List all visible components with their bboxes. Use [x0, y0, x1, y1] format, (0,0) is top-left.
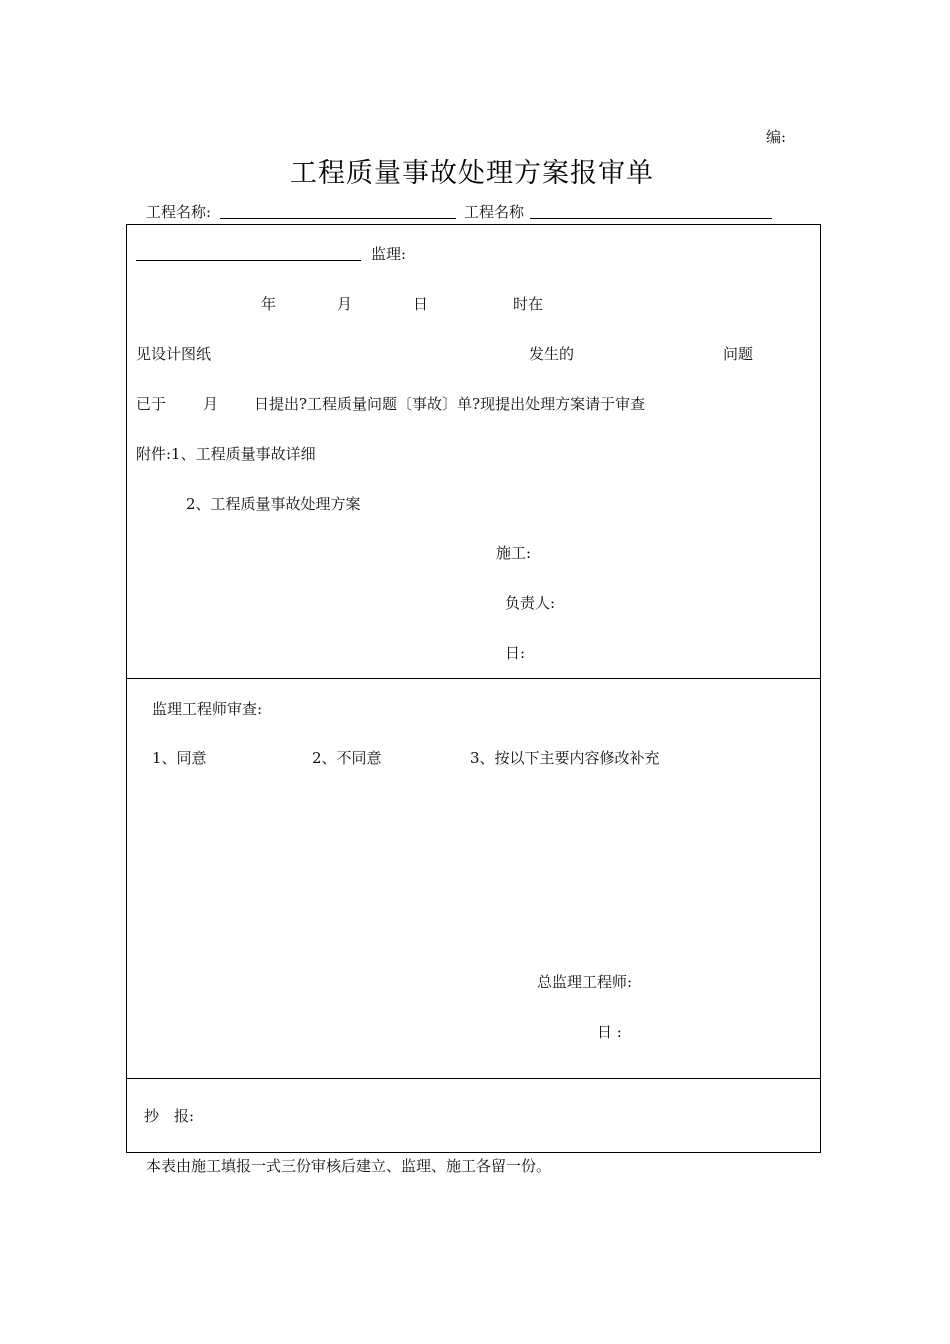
attachment-1: 附件:1、工程质量事故详细 — [136, 445, 316, 463]
option-agree[interactable]: 1、同意 — [152, 749, 207, 767]
date-label: 日: — [505, 644, 526, 662]
project-name-label: 工程名称: — [146, 203, 212, 221]
cc-label: 抄 报: — [144, 1107, 195, 1125]
supervisor-label: 监理: — [371, 245, 407, 263]
occurred-label: 发生的 — [529, 345, 575, 363]
attachment-2: 2、工程质量事故处理方案 — [186, 495, 361, 513]
option-disagree[interactable]: 2、不同意 — [312, 749, 382, 767]
already-label: 已于 — [136, 395, 167, 413]
year-label: 年 — [261, 295, 277, 313]
month-label-2: 月 — [203, 395, 219, 413]
review-date-label: 日 : — [597, 1023, 622, 1041]
review-label: 监理工程师审查: — [152, 700, 263, 718]
responsible-person-label: 负责人: — [505, 594, 556, 612]
project-name-field-2[interactable] — [530, 218, 772, 219]
row-divider-1 — [126, 678, 821, 679]
project-name-field-1[interactable] — [220, 218, 456, 219]
contractor-label: 施工: — [496, 544, 532, 562]
time-at-label: 时在 — [513, 295, 544, 313]
drawing-label: 见设计图纸 — [136, 345, 212, 363]
chief-engineer-label: 总监理工程师: — [537, 973, 633, 991]
problem-label: 问题 — [723, 345, 754, 363]
form-code-label: 编: — [766, 128, 787, 146]
row-divider-2 — [126, 1078, 821, 1079]
submission-text: 日提出?工程质量问题〔事故〕单?现提出处理方案请于审查 — [254, 395, 646, 413]
form-table — [126, 224, 821, 1153]
footer-note: 本表由施工填报一式三份审核后建立、监理、施工各留一份。 — [146, 1157, 552, 1175]
page-title: 工程质量事故处理方案报审单 — [290, 158, 654, 189]
day-label: 日 — [413, 295, 429, 313]
month-label: 月 — [337, 295, 353, 313]
addressee-field[interactable] — [136, 260, 361, 261]
option-revise[interactable]: 3、按以下主要内容修改补充 — [470, 749, 660, 767]
project-name-label-2: 工程名称 — [464, 203, 525, 221]
